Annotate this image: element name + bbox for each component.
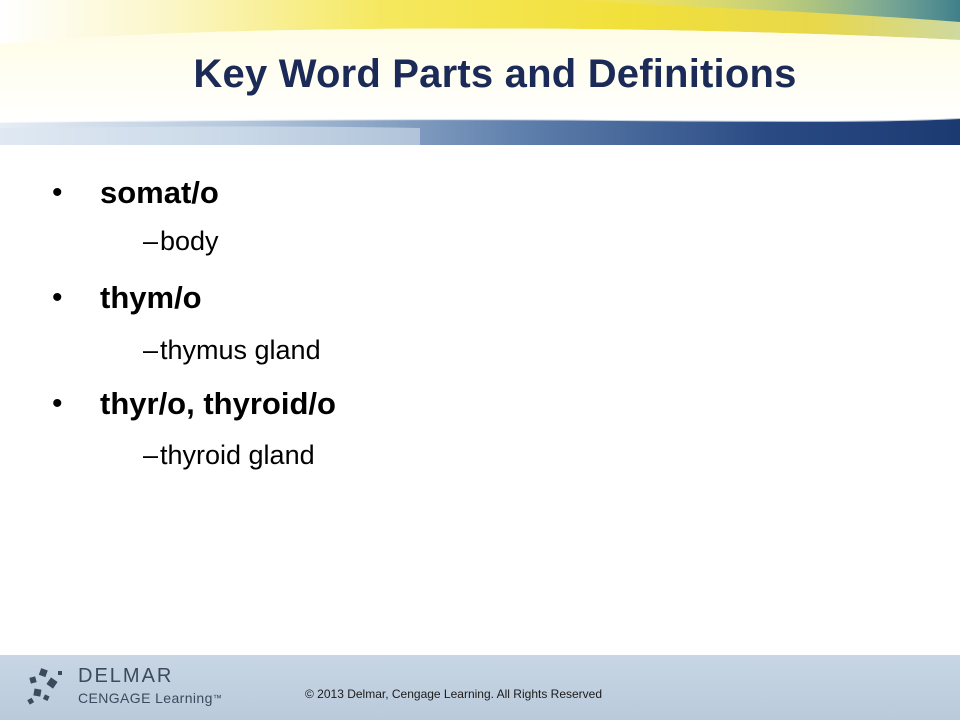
dash-marker: – bbox=[143, 335, 159, 365]
logo-name: DELMAR bbox=[78, 665, 174, 687]
delmar-logo-icon bbox=[26, 665, 70, 709]
term-text: thyr/o, thyroid/o bbox=[100, 386, 336, 421]
page-title: Key Word Parts and Definitions bbox=[193, 52, 797, 96]
bullet-marker: • bbox=[52, 176, 63, 209]
bullet-marker: • bbox=[52, 281, 63, 314]
list-item-definition bbox=[0, 221, 960, 261]
trademark-symbol: ™ bbox=[212, 693, 223, 703]
copyright-text: © 2013 Delmar, Cengage Learning. All Rights Reserved bbox=[305, 687, 603, 701]
list-item-definition bbox=[0, 435, 960, 475]
dash-marker: – bbox=[143, 440, 159, 470]
definition-text: body bbox=[160, 226, 219, 256]
bullet-marker: • bbox=[52, 387, 63, 420]
logo-subtitle bbox=[78, 689, 222, 707]
list-item-term bbox=[0, 379, 960, 429]
list-item-definition bbox=[0, 330, 960, 370]
dash-marker: – bbox=[143, 226, 159, 256]
term-text: thym/o bbox=[100, 280, 202, 315]
definition-text: thymus gland bbox=[160, 335, 321, 365]
header-banner bbox=[0, 0, 960, 145]
term-text: somat/o bbox=[100, 175, 219, 210]
list-item-term bbox=[0, 168, 960, 218]
definition-text: thyroid gland bbox=[160, 440, 315, 470]
logo-subtitle-text: CENGAGE Learning bbox=[78, 690, 213, 706]
list-item-term bbox=[0, 273, 960, 323]
footer-bar bbox=[0, 655, 960, 720]
